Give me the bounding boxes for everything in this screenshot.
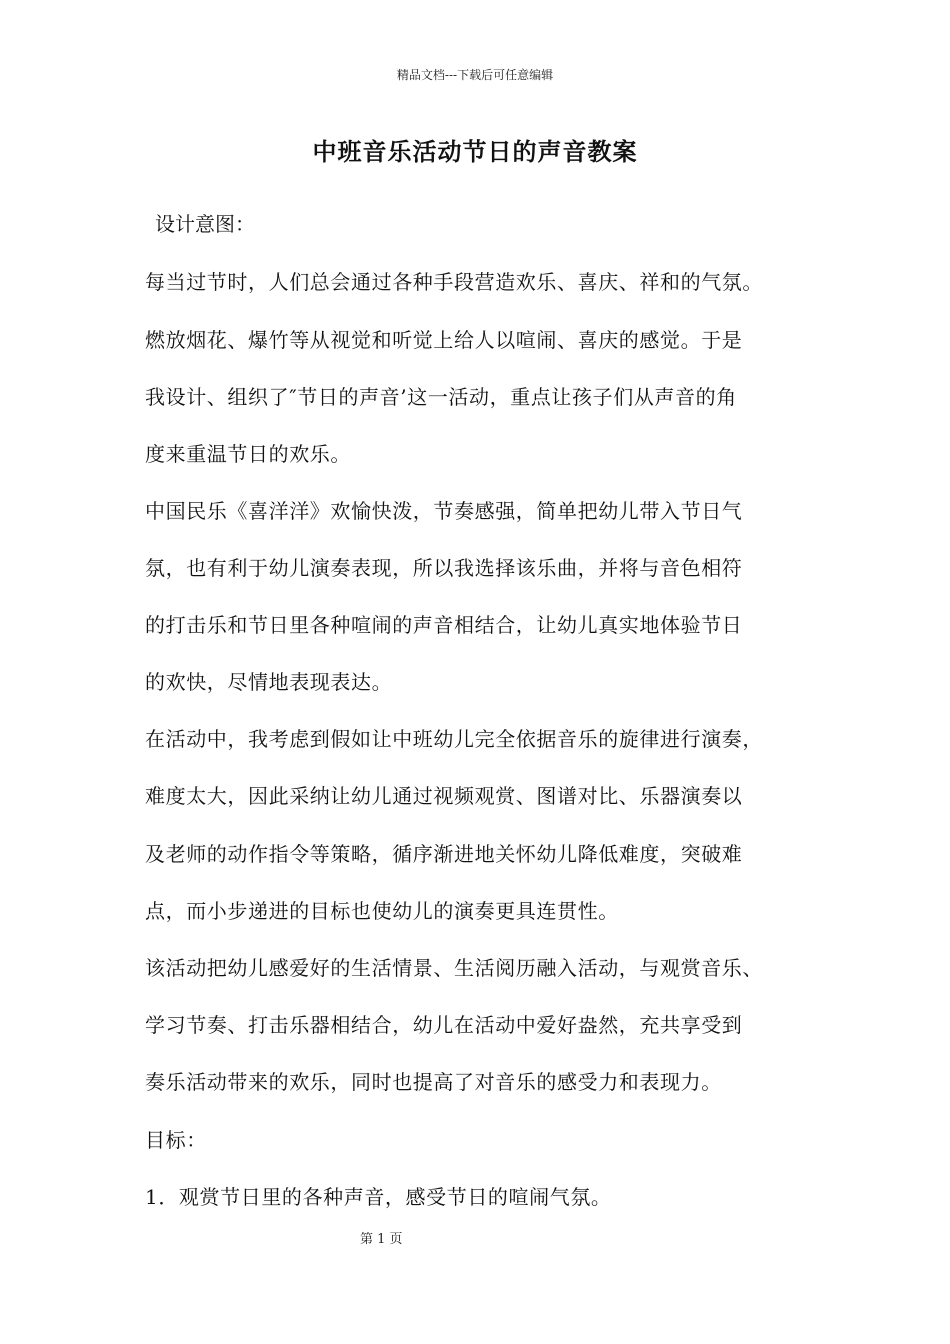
paragraph-3-line-1: 在活动中，我考虑到假如让中班幼儿完全依据音乐的旋律进行演奏， [145,727,763,751]
paragraph-2-line-4: 的欢快，尽情地表现表达。 [145,670,393,694]
paragraph-1-line-4: 度来重温节日的欢乐。 [145,442,351,466]
paragraph-2-line-1: 中国民乐《喜洋洋》欢愉快泼，节奏感强，简单把幼儿带入节日气 [145,499,743,523]
paragraph-2-line-3: 的打击乐和节日里各种喧闹的声音相结合，让幼儿真实地体验节日 [145,613,743,637]
paragraph-3-line-4: 点，而小步递进的目标也使幼儿的演奏更具连贯性。 [145,899,619,923]
paragraph-2-line-2: 氛，也有利于幼儿演奏表现，所以我选择该乐曲，并将与音色相符 [145,556,743,580]
goal-item-1: 1．观赏节日里的各种声音，感受节日的喧闹气氛。 [145,1185,612,1209]
page-number: 第 1 页 [360,1232,403,1247]
paragraph-3-line-3: 及老师的动作指令等策略，循序渐进地关怀幼儿降低难度，突破难 [145,842,743,866]
paragraph-4-line-1: 该活动把幼儿感爱好的生活情景、生活阅历融入活动，与观赏音乐、 [145,956,763,980]
paragraph-3-line-2: 难度太大，因此采纳让幼儿通过视频观赏、图谱对比、乐器演奏以 [145,784,743,808]
paragraph-4-line-3: 奏乐活动带来的欢乐，同时也提高了对音乐的感受力和表现力。 [145,1070,722,1094]
paragraph-4-line-2: 学习节奏、打击乐器相结合，幼儿在活动中爱好盎然，充共享受到 [145,1013,743,1037]
paragraph-1-line-3: 我设计、组织了″节日的声音’这一活动，重点让孩子们从声音的角 [145,385,737,409]
paragraph-1-line-2: 燃放烟花、爆竹等从视觉和听觉上给人以喧闹、喜庆的感觉。于是 [145,328,743,352]
section-goals-label: 目标： [145,1128,207,1152]
paragraph-1-line-1: 每当过节时，人们总会通过各种手段营造欢乐、喜庆、祥和的气氛。 [145,270,763,294]
page-header: 精品文档---下载后可任意编辑 [396,68,554,82]
section-design-intent-label: 设计意图： [155,212,255,236]
document-title: 中班音乐活动节日的声音教案 [312,137,638,166]
